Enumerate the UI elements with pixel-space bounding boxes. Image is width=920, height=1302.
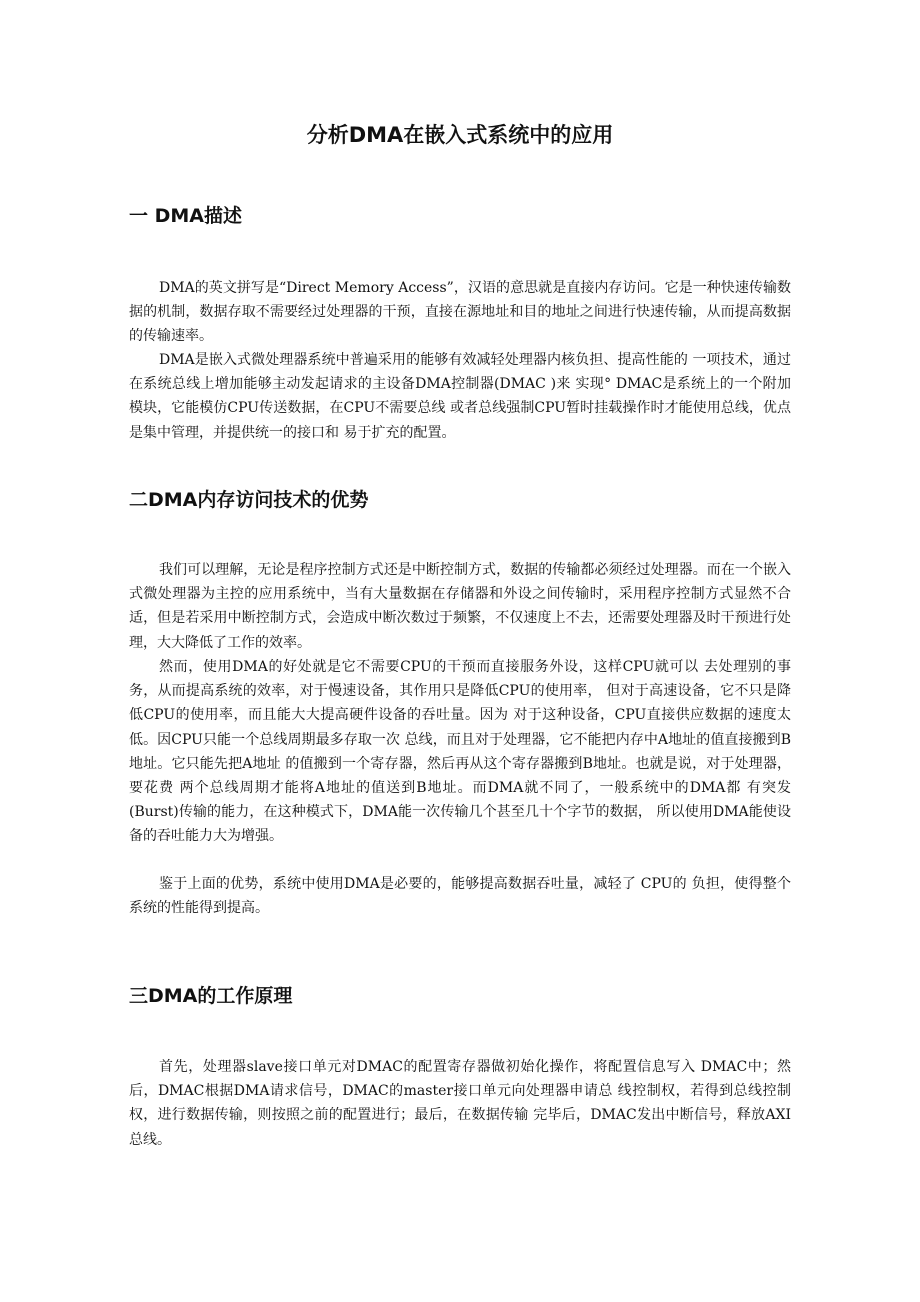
paragraph: 首先，处理器slave接口单元对DMAC的配置寄存器做初始化操作，将配置信息写入 DMAC中；然后，DMAC根据DMA请求信号，DMAC的master接口单元向处理器申请总 线控制权，若得到总线控制权，进行数据传输，则按照之前的配置进行；最后，在数据传输 完毕后，DMAC发出中断信号，释放AXI总线。 <box>129 1059 791 1148</box>
section-heading-dma-description: 一 DMA描述 <box>129 205 242 227</box>
paragraph: 鉴于上面的优势，系统中使用DMA是必要的，能够提高数据吞吐量，减轻了 CPU的 负担，使得整个系统的性能得到提高。 <box>129 876 791 917</box>
section-heading-dma-principle: 三DMA的工作原理 <box>129 985 293 1007</box>
paragraph: DMA的英文拼写是“Direct Memory Access”，汉语的意思就是直接内存访问。它是一种快速传输数据的机制，数据存取不需要经过处理器的干预，直接在源地址和目的地址之间进行快速传输，从而提高数据的传输速率。 <box>129 280 791 345</box>
page-title: 分析DMA在嵌入式系统中的应用 <box>306 123 614 147</box>
paragraph: DMA是嵌入式微处理器系统中普遍采用的能够有效减轻处理器内核负担、提高性能的 一项技术，通过在系统总线上增加能够主动发起请求的主设备DMA控制器(DMAC )来 实现° DMAC是系统上的一个附加模块，它能模仿CPU传送数据，在CPU不需要总线 或者总线强制CPU暂时挂载操作时才能使用总线，优点是集中管理，并提供统一的接口和 易于扩充的配置。 <box>129 352 791 441</box>
section-heading-dma-advantages: 二DMA内存访问技术的优势 <box>129 489 369 511</box>
paragraph: 我们可以理解，无论是程序控制方式还是中断控制方式，数据的传输都必须经过处理器。而在一个嵌入式微处理器为主控的应用系统中，当有大量数据在存储器和外设之间传输时，采用程序控制方式显然不合适，但是若采用中断控制方式，会造成中断次数过于频繁，不仅速度上不去，还需要处理器及时干预进行处理，大大降低了工作的效率。 <box>129 562 791 651</box>
paragraph: 然而，使用DMA的好处就是它不需要CPU的干预而直接服务外设，这样CPU就可以 去处理别的事务，从而提高系统的效率，对于慢速设备，其作用只是降低CPU的使用率， 但对于高速设备，它不只是降低CPU的使用率，而且能大大提高硬件设备的吞吐量。因为 对于这种设备，CPU直接供应数据的速度太低。因CPU只能一个总线周期最多存取一次 总线，而且对于处理器，它不能把内存中A地址的值直接搬到B地址。它只能先把A地址 的值搬到一个寄存器，然后再从这个寄存器搬到B地址。也就是说，对于处理器，要花费 两个总线周期才能将A地址的值送到B地址。而DMA就不同了，一般系统中的DMA都 有突发(Burst)传输的能力，在这种模式下，DMA能一次传输几个甚至几十个字节的数据， 所以使用DMA能使设备的吞吐能力大为增强。 <box>129 659 791 845</box>
